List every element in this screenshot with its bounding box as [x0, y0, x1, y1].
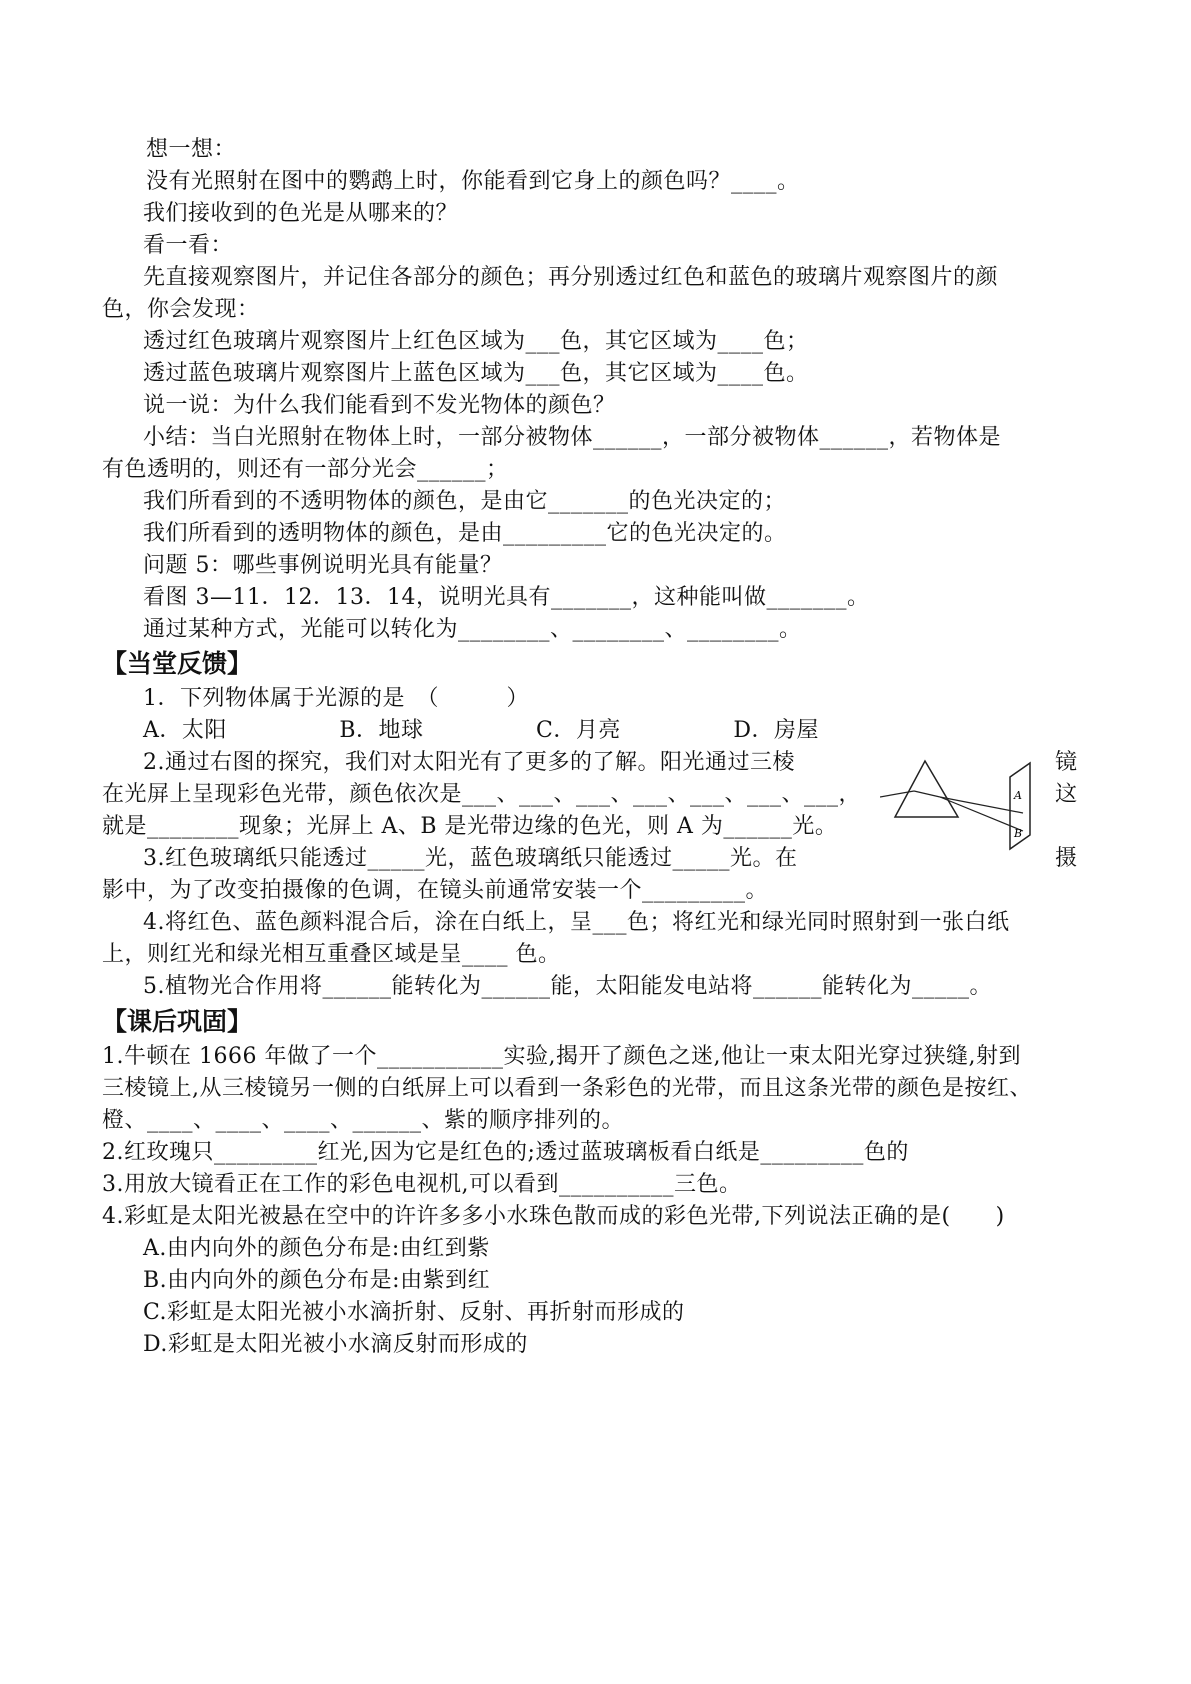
blue-glass-line: 透过蓝色玻璃片观察图片上蓝色区域为___色，其它区域为____色。 — [143, 361, 809, 386]
prism-dispersion-figure — [880, 755, 1070, 855]
observe-instruction-cont: 色，你会发现： — [102, 297, 260, 322]
feedback-q4-line2: 上，则红光和绿光相互重叠区域是呈____ 色。 — [102, 942, 561, 967]
feedback-q1: 1．下列物体属于光源的是 （ ） — [143, 686, 529, 711]
energy-conversion-line: 通过某种方式，光能可以转化为________、________、________。 — [143, 617, 802, 642]
review-q1-line2: 三棱镜上,从三棱镜另一侧的白纸屏上可以看到一条彩色的光带，而且这条光带的颜色是按红、 — [102, 1076, 1032, 1101]
review-q3: 3.用放大镜看正在工作的彩色电视机,可以看到__________三色。 — [102, 1172, 742, 1197]
transparent-color-line: 我们所看到的透明物体的颜色，是由_________它的色光决定的。 — [143, 521, 787, 546]
section-heading-review: 【课后巩固】 — [102, 1007, 253, 1036]
review-q4: 4.彩虹是太阳光被悬在空中的许许多多小水珠色散而成的彩色光带,下列说法正确的是( ) — [102, 1204, 1005, 1229]
refracted-ray — [914, 791, 940, 797]
summary-line-cont: 有色透明的，则还有一部分光会______； — [102, 457, 509, 482]
review-q1-line3: 橙、____、____、____、______、紫的顺序排列的。 — [102, 1108, 625, 1133]
feedback-q3: 3.红色玻璃纸只能透过_____光，蓝色玻璃纸只能透过_____光。在 — [143, 846, 798, 871]
observe-instruction: 先直接观察图片，并记住各部分的颜色；再分别透过红色和蓝色的玻璃片观察图片的颜 — [143, 265, 999, 290]
review-q4-option-d: D.彩虹是太阳光被小水滴反射而形成的 — [143, 1332, 528, 1357]
side-word-jing: 镜 — [1055, 750, 1078, 775]
incident-ray — [880, 791, 914, 797]
say-question: 说一说：为什么我们能看到不发光物体的颜色？ — [143, 393, 616, 418]
section-heading-feedback: 【当堂反馈】 — [102, 649, 253, 678]
red-glass-line: 透过红色玻璃片观察图片上红色区域为___色，其它区域为____色； — [143, 329, 809, 354]
feedback-q4: 4.将红色、蓝色颜料混合后，涂在白纸上，呈___色；将红光和绿光同时照射到一张白纸 — [143, 910, 1010, 935]
look-label: 看一看： — [143, 233, 234, 258]
feedback-q1-options: A．太阳 B．地球 C．月亮 D．房屋 — [143, 718, 820, 743]
question5-line: 问题 5：哪些事例说明光具有能量？ — [143, 553, 503, 578]
review-q4-option-a: A.由内向外的颜色分布是:由红到紫 — [143, 1236, 490, 1261]
think-label: 想一想： — [146, 137, 237, 162]
summary-line: 小结：当白光照射在物体上时，一部分被物体______，一部分被物体______，若物体是 — [143, 425, 1002, 450]
feedback-q2-line3: 就是________现象；光屏上 A、B 是光带边缘的色光，则 A 为______光。 — [102, 814, 838, 839]
review-q2: 2.红玫瑰只_________红光,因为它是红色的;透过蓝玻璃板看白纸是_________色的 — [102, 1140, 909, 1165]
feedback-q3-line2: 影中，为了改变拍摄像的色调，在镜头前通常安装一个_________。 — [102, 878, 769, 903]
feedback-q5: 5.植物光合作用将______能转化为______能，太阳能发电站将______能转化为_____。 — [143, 974, 992, 999]
side-word-zhe: 这 — [1055, 782, 1078, 807]
color-source-question: 我们接收到的色光是从哪来的？ — [143, 201, 459, 226]
label-b: B — [1014, 827, 1023, 840]
feedback-q2: 2.通过右图的探究，我们对太阳光有了更多的了解。阳光通过三棱 — [143, 750, 795, 775]
parrot-question: 没有光照射在图中的鹦鹉上时，你能看到它身上的颜色吗？____。 — [146, 169, 800, 194]
label-a: A — [1014, 789, 1022, 802]
side-word-she: 摄 — [1055, 846, 1078, 871]
figure-energy-line: 看图 3—11．12．13．14，说明光具有_______，这种能叫做_______。 — [143, 585, 870, 610]
review-q4-option-c: C.彩虹是太阳光被小水滴折射、反射、再折射而形成的 — [143, 1300, 685, 1325]
review-q1: 1.牛顿在 1666 年做了一个___________实验,揭开了颜色之迷,他让一束太阳光穿过狭缝,射到 — [102, 1044, 1021, 1069]
feedback-q2-line2: 在光屏上呈现彩色光带，颜色依次是___、___、___、___、___、___、___， — [102, 782, 862, 807]
prism-shape — [895, 761, 958, 817]
opaque-color-line: 我们所看到的不透明物体的颜色，是由它_______的色光决定的； — [143, 489, 787, 514]
review-q4-option-b: B.由内向外的颜色分布是:由紫到红 — [143, 1268, 491, 1293]
